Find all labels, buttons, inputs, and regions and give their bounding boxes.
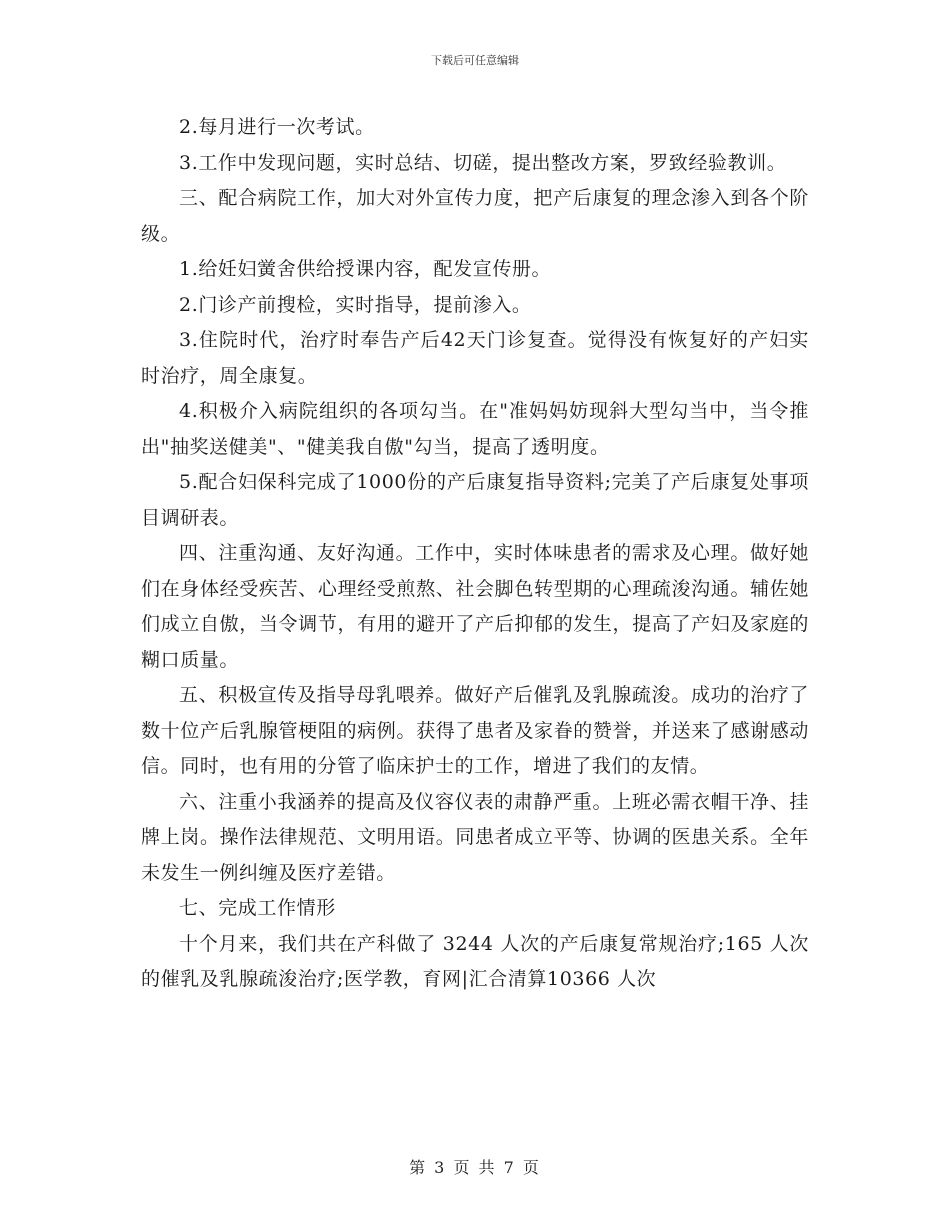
paragraph: 1.给妊妇黉舍供给授课内容，配发宣传册。 (179, 258, 552, 280)
page-footer: 第 3 页 共 7 页 (409, 1158, 541, 1177)
paragraph: 四、注重沟通、友好沟通。工作中，实时体味患者的需求及心理。做好她们在身体经受疾苦、心理经受煎熬、社会脚色转型期的心理疏浚沟通。辅佐她们成立自傲，当令调节，有用的避开了产后抑郁的发生，提高了产妇及家庭的糊口质量。 (141, 542, 809, 671)
paragraph: 六、注重小我涵养的提高及仪容仪表的肃静严重。上班必需衣帽干净、挂牌上岗。操作法律规范、文明用语。同患者成立平等、协调的医患关系。全年未发生一例纠缠及医疗差错。 (141, 790, 809, 884)
document-body (141, 110, 809, 998)
paragraph: 七、完成工作情形 (179, 897, 336, 919)
paragraph: 三、配合病院工作，加大对外宣传力度，把产后康复的理念渗入到各个阶级。 (141, 187, 809, 245)
paragraph: 3.工作中发现问题，实时总结、切磋，提出整改方案，罗致经验教训。 (179, 151, 787, 174)
paragraph: 2.每月进行一次考试。 (179, 116, 375, 138)
paragraph: 4.积极介入病院组织的各项勾当。在"准妈妈妨现斜大型勾当中，当令推出"抽奖送健美"、"健美我自傲"勾当，提高了透明度。 (141, 400, 809, 458)
page-header: 下载后可任意编辑 (431, 54, 519, 67)
paragraph: 5.配合妇保科完成了1000份的产后康复指导资料;完美了产后康复处事项目调研表。 (141, 471, 809, 529)
paragraph: 2.门诊产前搜检，实时指导，提前渗入。 (179, 293, 532, 316)
paragraph: 十个月来，我们共在产科做了 3244 人次的产后康复常规治疗;165 人次的催乳及乳腺疏浚治疗;医学教，育网|汇合清算10366 人次 (141, 932, 809, 990)
paragraph: 3.住院时代，治疗时奉告产后42天门诊复查。觉得没有恢复好的产妇实时治疗，周全康复。 (141, 329, 809, 387)
paragraph: 五、积极宣传及指导母乳喂养。做好产后催乳及乳腺疏浚。成功的治疗了数十位产后乳腺管梗阻的病例。获得了患者及家眷的赞誉，并送来了感谢感动信。同时，也有用的分管了临床护士的工作，增进了我们的友情。 (141, 684, 809, 777)
